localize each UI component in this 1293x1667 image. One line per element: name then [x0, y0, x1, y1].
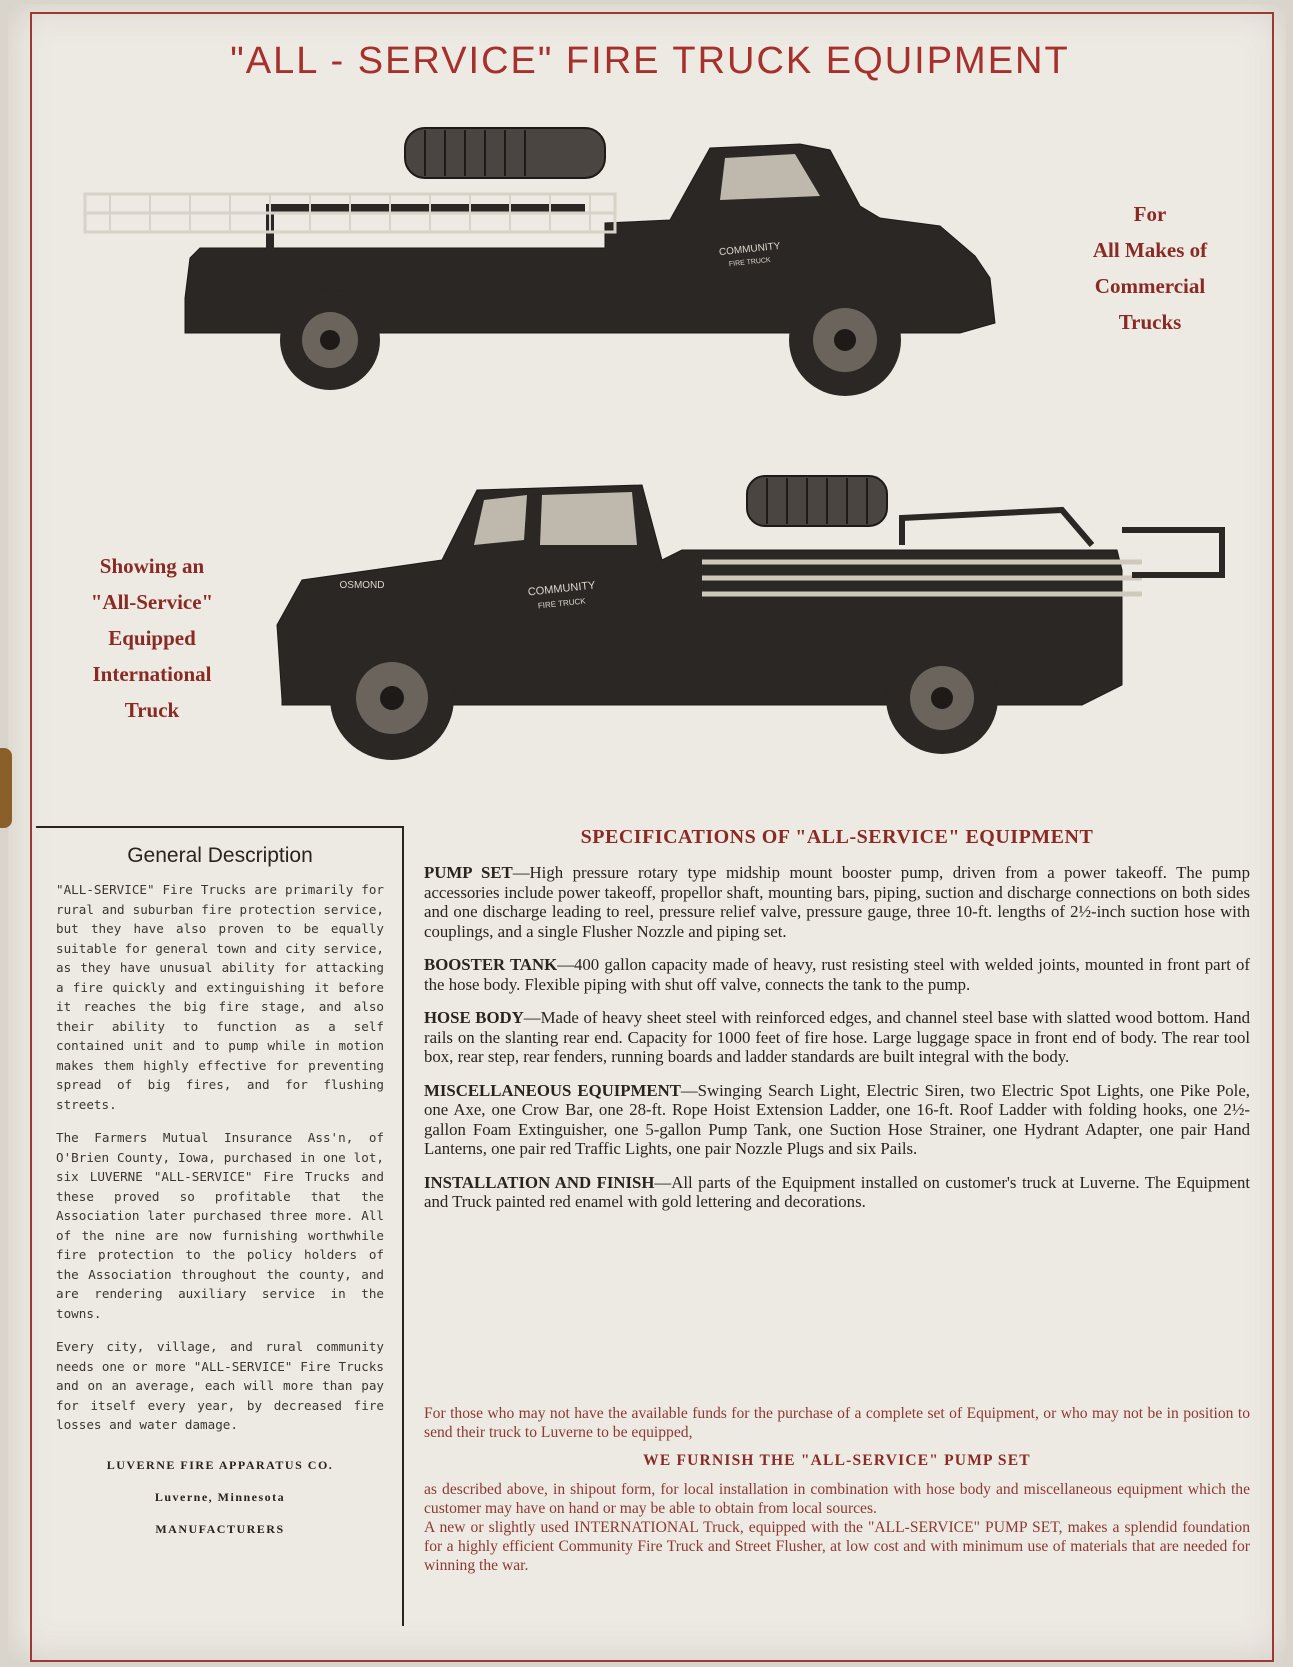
- spec-text: —All parts of the Equipment installed on customer's truck at Luverne. The Equipment and Truck painted red enamel with gold lettering and decorations.: [424, 1172, 1250, 1211]
- makes-note: [1060, 196, 1240, 340]
- makes-note-line: For: [1133, 202, 1167, 226]
- showing-note: [62, 548, 242, 728]
- company-role: MANUFACTURERS: [155, 1521, 285, 1536]
- door-lettering-line2: FIRE TRUCK: [537, 596, 587, 611]
- company-name: LUVERNE FIRE APPARATUS CO.: [106, 1457, 334, 1472]
- door-lettering-line2: FIRE TRUCK: [728, 256, 772, 269]
- spec-item: [424, 863, 1250, 941]
- general-paragraph: "ALL-SERVICE" Fire Trucks are primarily for rural and suburban fire protection service, but they have also proven to be equally suitable for general town and city service, as they have unusual ability for attacking a fire quickly and extinguishing it before it reaches the big fire stage, and also their ability to function as a self contained unit and to pump while in motion makes them highly effective for preventing spread of big fires, and for flushing streets.: [56, 882, 384, 1112]
- spec-item: [424, 955, 1250, 994]
- showing-note-line: "All-Service": [90, 590, 214, 614]
- fire-truck-angled-view-image: [262, 450, 1242, 800]
- spec-text: —Swinging Search Light, Electric Siren, two Electric Spot Lights, one Pike Pole, one Axe, one Crow Bar, one 28-ft. Rope Hoist Extension Ladder, one 16-ft. Roof Ladder with folding hooks, one 2½-gallon Foam Extinguisher, one 5-gallon Pump Tank, one Suction Hose Strainer, one Hydrant Adapter, one pair Hand Lanterns, one pair red Traffic Lights, one pair Nozzle Plugs and six Pails.: [424, 1080, 1250, 1158]
- funds-paragraph: A new or slightly used INTERNATIONAL Truck, equipped with the "ALL-SERVICE" PUMP SET, makes a splendid foundation for a highly efficient Community Fire Truck and Street Flusher, at low cost and with minimum use of materials that are needed for winning the war.: [424, 1519, 1250, 1574]
- showing-note-line: Truck: [124, 698, 180, 722]
- pump-set-offer: [424, 1404, 1250, 1575]
- spec-text: —Made of heavy sheet steel with reinforced edges, and channel steel base with slatted wood bottom. Hand rails on the slanting rear end. Capacity for 1000 feet of fire hose. Large luggage space in front end of body. The rear tool box, rear step, rear fenders, running boards and ladder standards are built integral with the body.: [424, 1008, 1250, 1066]
- spec-label: MISCELLANEOUS EQUIPMENT: [424, 1080, 681, 1100]
- spec-item: [424, 1008, 1250, 1067]
- general-paragraph: The Farmers Mutual Insurance Ass'n, of O'Brien County, Iowa, purchased in one lot, six LUVERNE "ALL-SERVICE" Fire Trucks and these proved so profitable that the Association later purchased three more. All of the nine are now furnishing worthwhile fire protection to the policy holders of the Association throughout the county, and are rendering auxiliary service in the towns.: [56, 1130, 384, 1321]
- general-paragraph: Every city, village, and rural community needs one or more "ALL-SERVICE" Fire Trucks and on an average, each will more than pay for itself every year, by decreased fire losses and water damage.: [56, 1339, 384, 1432]
- makes-note-line: Trucks: [1118, 310, 1182, 334]
- spec-label: BOOSTER TANK: [424, 955, 558, 974]
- spec-text: —High pressure rotary type midship mount booster pump, driven from a power takeoff. The pump accessories include power takeoff, propellor shaft, mounting bars, piping, suction and discharge connections on both sides and one discharge leading to reel, pressure relief valve, pressure gauge, three 10-ft. lengths of 2½-inch suction hose with couplings, and a single Flusher Nozzle and piping set.: [424, 863, 1250, 941]
- showing-note-line: Equipped: [108, 626, 196, 650]
- makes-note-line: Commercial: [1094, 274, 1206, 298]
- page-tear: [0, 748, 12, 828]
- spec-label: INSTALLATION AND FINISH: [424, 1172, 655, 1192]
- door-lettering-line1: COMMUNITY: [527, 579, 597, 599]
- spec-label: HOSE BODY: [424, 1008, 524, 1027]
- fire-truck-side-view-image: [60, 108, 1050, 420]
- spec-label: PUMP SET: [424, 863, 513, 882]
- spec-item: [424, 1173, 1250, 1212]
- showing-note-line: Showing an: [99, 554, 205, 578]
- page-title: "ALL - SERVICE" FIRE TRUCK EQUIPMENT: [230, 40, 1070, 82]
- company-city: Luverne, Minnesota: [154, 1489, 286, 1504]
- pump-set-heading: WE FURNISH THE "ALL-SERVICE" PUMP SET: [643, 1452, 1031, 1469]
- showing-note-line: International: [92, 662, 212, 686]
- hood-badge: OSMOND: [339, 580, 385, 591]
- funds-paragraph: as described above, in shipout form, for local installation in combination with hose body and miscellaneous equipment which the customer may have on hand or may be able to obtain from local sources.: [424, 1481, 1250, 1517]
- funds-paragraph: For those who may not have the available funds for the purchase of a complete set of Equipment, or who may not be in position to send their truck to Luverne to be equipped,: [424, 1405, 1250, 1441]
- specifications-section: [424, 826, 1250, 1226]
- makes-note-line: All Makes of: [1092, 238, 1208, 262]
- door-lettering-line1: COMMUNITY: [718, 240, 781, 259]
- spec-text: —400 gallon capacity made of heavy, rust resisting steel with welded joints, mounted in front part of the hose body. Flexible piping with shut off valve, connects the tank to the pump.: [424, 955, 1250, 994]
- spec-item: [424, 1081, 1250, 1159]
- general-description-heading: General Description: [127, 844, 313, 867]
- specifications-heading: SPECIFICATIONS OF "ALL-SERVICE" EQUIPMENT: [580, 826, 1094, 848]
- general-description-panel: [36, 826, 404, 1626]
